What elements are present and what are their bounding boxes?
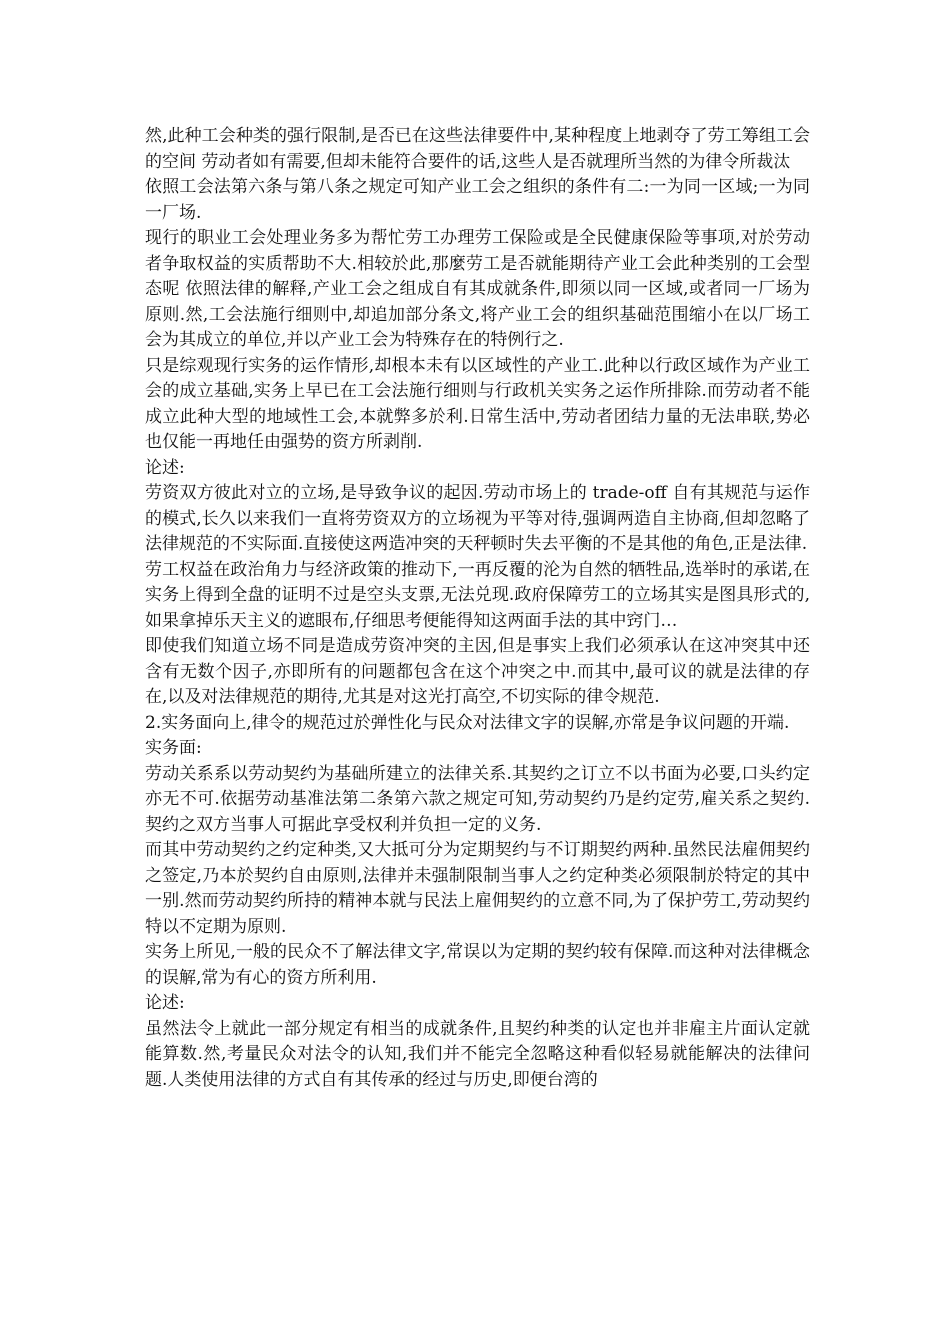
section-heading: 论述: [145,993,185,1013]
paragraph: 然,此种工会种类的强行限制,是否已在这些法律要件中,某种程度上地剥夺了劳工筹组工会的空间 劳动者如有需要,但却未能符合要件的话,这些人是否就理所当然的为律令所裁汰 [145,126,810,172]
paragraph: 依照工会法第六条与第八条之规定可知产业工会之组织的条件有二:一为同一区域;一为同一厂场. [145,177,810,223]
paragraph: 虽然法令上就此一部分规定有相当的成就条件,且契约种类的认定也并非雇主片面认定就能算数.然,考量民众对法令的认知,我们并不能完全忽略这种看似轻易就能解决的法律问题.人类使用法律的方式自有其传承的经过与历史,即便台湾的 [145,1018,810,1090]
paragraph: 实务上所见,一般的民众不了解法律文字,常误以为定期的契约较有保障.而这种对法律概念的误解,常为有心的资方所利用. [145,942,810,988]
section-heading: 论述: [145,457,185,478]
paragraph: 2.实务面向上,律令的规范过於弹性化与民众对法律文字的误解,亦常是争议问题的开端. [145,712,790,733]
paragraph: 劳工权益在政治角力与经济政策的推动下,一再反覆的沦为自然的牺牲品,选举时的承诺,在实务上得到全盘的证明不过是空头支票,无法兑现.政府保障劳工的立场其实是图具形式的,如果拿掉乐天主义的遮眼布,仔细思考便能得知这两面手法的其中窍门… [145,559,810,631]
paragraph: 即使我们知道立场不同是造成劳资冲突的主因,但是事实上我们必须承认在这冲突其中还含有无数个因子,亦即所有的问题都包含在这个冲突之中.而其中,最可议的就是法律的存在,以及对法律规范的期待,尤其是对这光打高空,不切实际的律令规范. [145,636,810,707]
paragraph: 劳资双方彼此对立的立场,是导致争议的起因.劳动市场上的 trade-off 自有其规范与运作的模式,长久以来我们一直将劳资双方的立场视为平等对待,强调两造自主协商,但却忽略了法律规范的不实际面.直接使这两造冲突的天秤顿时失去平衡的不是其他的角色,正是法律. [145,483,810,554]
paragraph: 只是综观现行实务的运作情形,却根本未有以区域性的产业工.此种以行政区域作为产业工会的成立基础,实务上早已在工会法施行细则与行政机关实务之运作所排除.而劳动者不能成立此种大型的地域性工会,本就弊多於利.日常生活中,劳动者团结力量的无法串联,势必也仅能一再地任由强势的资方所剥削. [145,355,810,452]
section-heading: 实务面: [145,738,202,758]
document-body [145,124,810,1093]
paragraph: 劳动关系系以劳动契约为基础所建立的法律关系.其契约之订立不以书面为必要,口头约定亦无不可.依据劳动基准法第二条第六款之规定可知,劳动契约乃是约定劳,雇关系之契约.契约之双方当事人可据此享受权利并负担一定的义务. [145,763,810,835]
paragraph: 而其中劳动契约之约定种类,又大抵可分为定期契约与不订期契约两种.虽然民法雇佣契约之签定,乃本於契约自由原则,法律并未强制限制当事人之约定种类必须限制於特定的其中一别.然而劳动契约所持的精神本就与民法上雇佣契约的立意不同,为了保护劳工,劳动契约特以不定期为原则. [145,840,810,937]
paragraph: 现行的职业工会处理业务多为帮忙劳工办理劳工保险或是全民健康保险等事项,对於劳动者争取权益的实质帮助不大.相较於此,那麼劳工是否就能期待产业工会此种类别的工会型态呢 依照法律的解释,产业工会之组成自有其成就条件,即须以同一区域,或者同一厂场为原则.然,工会法施行细则中,却追加部分条文,将产业工会的组织基础范围缩小在以厂场工会为其成立的单位,并以产业工会为特殊存在的特例行之. [145,228,810,350]
